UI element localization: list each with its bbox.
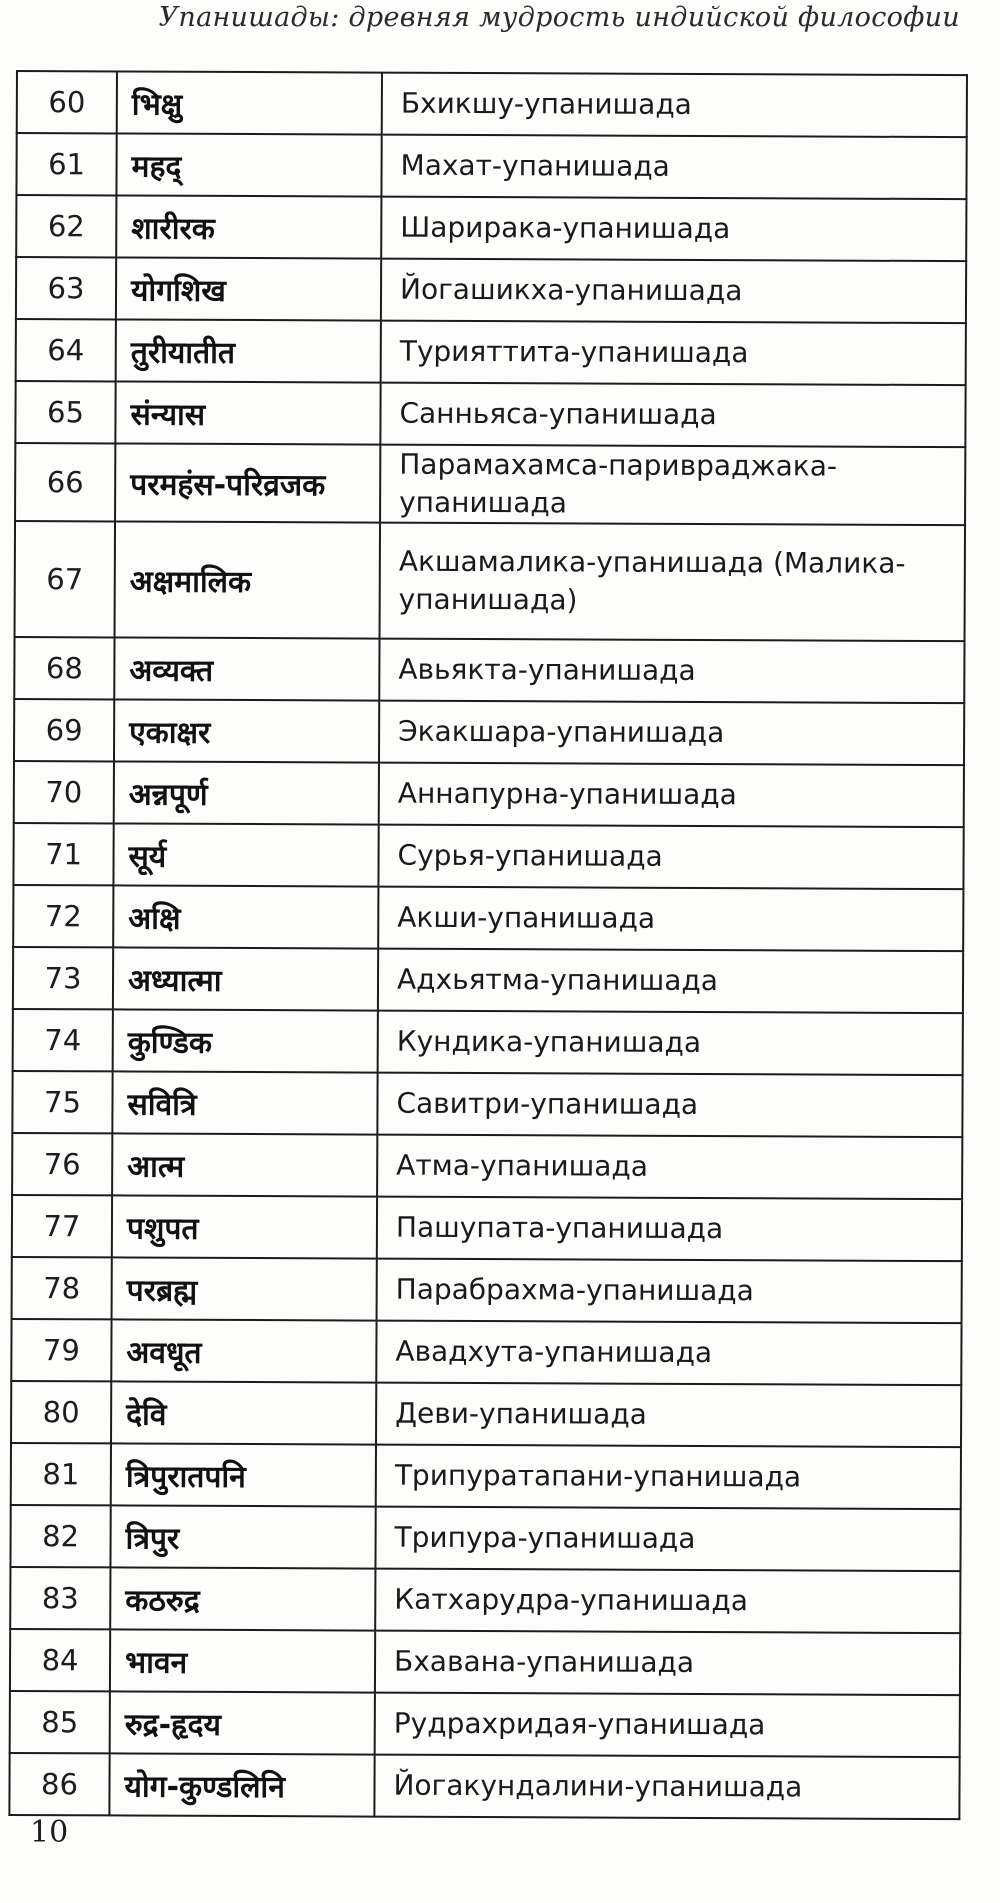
sanskrit-name: त्रिपुर [110, 1505, 375, 1568]
table-row [15, 443, 965, 525]
row-number: 86 [9, 1753, 109, 1815]
row-number: 79 [11, 1319, 111, 1381]
russian-name: Авадхута-упанишада [376, 1321, 961, 1386]
table-row [16, 195, 966, 261]
sanskrit-name: तुरीयातीत [116, 319, 381, 382]
table-row [15, 381, 965, 447]
row-number: 81 [11, 1443, 111, 1505]
sanskrit-name: कठरुद्र [110, 1567, 375, 1630]
table-row [17, 71, 967, 137]
row-number: 62 [16, 195, 116, 257]
sanskrit-name: भावन [110, 1629, 375, 1692]
row-number: 69 [14, 699, 114, 761]
russian-name: Парамахамса-паривраджака-упанишада [380, 445, 965, 526]
table-row [15, 521, 965, 641]
russian-name: Авьякта-упанишада [379, 639, 964, 704]
russian-name: Трипуратапани-упанишада [376, 1445, 961, 1510]
row-number: 66 [15, 443, 115, 521]
page-number: 10 [30, 1815, 69, 1850]
table-row [12, 1071, 962, 1137]
russian-name: Парабрахма-упанишада [377, 1259, 962, 1324]
russian-name: Шарирака-упанишада [381, 197, 966, 262]
russian-name: Атма-упанишада [377, 1135, 962, 1200]
table-row [12, 1257, 962, 1323]
russian-name: Санньяса-упанишада [380, 383, 965, 448]
table-row [10, 1691, 960, 1757]
row-number: 78 [12, 1257, 112, 1319]
row-number: 80 [11, 1381, 111, 1443]
row-number: 65 [15, 381, 115, 443]
sanskrit-name: देवि [111, 1381, 376, 1444]
russian-name: Савитри-упанишада [377, 1073, 962, 1138]
sanskrit-name: शारीरक [116, 195, 381, 258]
russian-name: Кундика-упанишада [378, 1011, 963, 1076]
sanskrit-name: अवधूत [111, 1319, 376, 1382]
table-row [11, 1319, 961, 1385]
sanskrit-name: अध्यात्मा [113, 947, 378, 1010]
row-number: 84 [10, 1629, 110, 1691]
table-row [13, 1009, 963, 1075]
table-row [12, 1133, 962, 1199]
table-row [10, 1567, 960, 1633]
sanskrit-name: अक्षमालिक [115, 521, 381, 638]
russian-name: Аннапурна-упанишада [379, 763, 964, 828]
table-row [14, 761, 964, 827]
sanskrit-name: अव्यक्त [114, 637, 379, 700]
russian-name: Экакшара-упанишада [379, 701, 964, 766]
table-row [13, 947, 963, 1013]
russian-name: Бхикшу-упанишада [382, 73, 967, 138]
row-number: 61 [16, 133, 116, 195]
russian-name: Пашупата-упанишада [377, 1197, 962, 1262]
row-number: 72 [13, 885, 113, 947]
table-row [10, 1629, 960, 1695]
table-row [16, 133, 966, 199]
sanskrit-name: परमहंस-परिव्रजक [115, 443, 380, 522]
sanskrit-name: संन्यास [115, 381, 380, 444]
sanskrit-name: त्रिपुरातपनि [111, 1443, 376, 1506]
row-number: 83 [10, 1567, 110, 1629]
russian-name: Трипура-упанишада [375, 1507, 960, 1572]
russian-name: Катхарудра-упанишада [375, 1569, 960, 1634]
russian-name: Турияттита-упанишада [381, 321, 966, 386]
russian-name: Рудрахридая-упанишада [375, 1693, 960, 1758]
sanskrit-name: सवित्रि [112, 1071, 377, 1134]
running-header-title: Упанишады: древняя мудрость индийской философии [158, 2, 960, 33]
row-number: 82 [10, 1505, 110, 1567]
row-number: 64 [16, 319, 116, 381]
sanskrit-name: पशुपत [112, 1195, 377, 1258]
row-number: 77 [12, 1195, 112, 1257]
table-row [16, 319, 966, 385]
sanskrit-name: अन्नपूर्ण [114, 761, 379, 824]
table-row [10, 1505, 960, 1571]
row-number: 85 [10, 1691, 110, 1753]
sanskrit-name: परब्रह्म [112, 1257, 377, 1320]
row-number: 70 [14, 761, 114, 823]
row-number: 68 [14, 637, 114, 699]
russian-name: Акшамалика-упанишада (Малика-упанишада) [380, 523, 966, 642]
russian-name: Адхьятма-упанишада [378, 949, 963, 1014]
row-number: 76 [12, 1133, 112, 1195]
sanskrit-name: एकाक्षर [114, 699, 379, 762]
row-number: 60 [17, 71, 117, 133]
table-row [14, 699, 964, 765]
russian-name: Йогакундалини-упанишада [374, 1755, 959, 1820]
upanishads-table [8, 70, 968, 1820]
row-number: 71 [13, 823, 113, 885]
russian-name: Бхавана-упанишада [375, 1631, 960, 1696]
russian-name: Деви-упанишада [376, 1383, 961, 1448]
sanskrit-name: भिक्षु [117, 71, 382, 134]
russian-name: Махат-упанишада [381, 135, 966, 200]
table-row [16, 257, 966, 323]
table-row [13, 885, 963, 951]
russian-name: Акши-упанишада [378, 887, 963, 952]
sanskrit-name: योग-कुण्डलिनि [109, 1753, 374, 1816]
row-number: 74 [13, 1009, 113, 1071]
sanskrit-name: महद् [116, 133, 381, 196]
row-number: 67 [15, 521, 116, 637]
sanskrit-name: सूर्य [113, 823, 378, 886]
russian-name: Йогашикха-упанишада [381, 259, 966, 324]
table-row [11, 1381, 961, 1447]
sanskrit-name: आत्म [112, 1133, 377, 1196]
table-row [12, 1195, 962, 1261]
sanskrit-name: योगशिख [116, 257, 381, 320]
table-row [13, 823, 963, 889]
row-number: 73 [13, 947, 113, 1009]
row-number: 75 [12, 1071, 112, 1133]
table-row [11, 1443, 961, 1509]
sanskrit-name: रुद्र-हृदय [110, 1691, 375, 1754]
table-row [9, 1753, 959, 1819]
russian-name: Сурья-упанишада [378, 825, 963, 890]
sanskrit-name: अक्षि [113, 885, 378, 948]
sanskrit-name: कुण्डिक [113, 1009, 378, 1072]
row-number: 63 [16, 257, 116, 319]
table-row [14, 637, 964, 703]
